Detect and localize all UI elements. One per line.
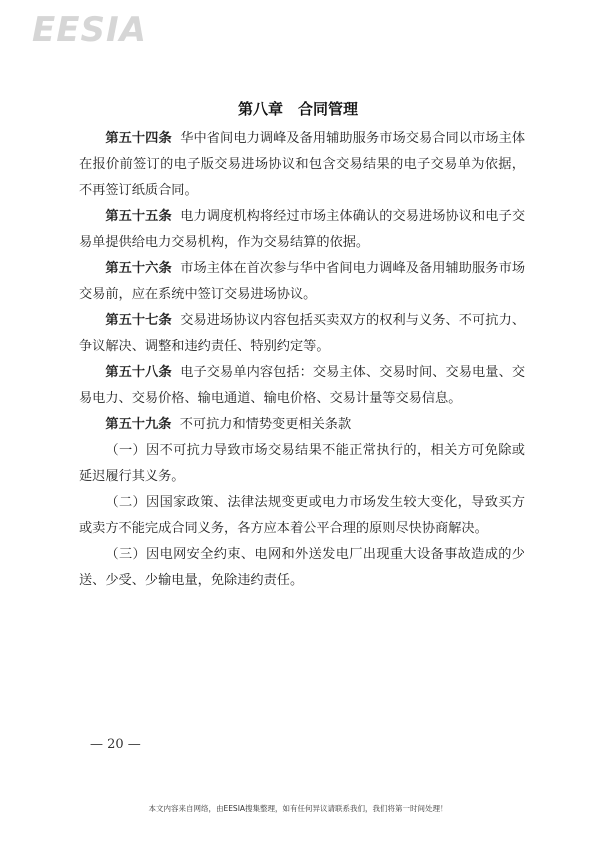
article-number: 第五十八条: [105, 365, 172, 380]
article-number: 第五十六条: [105, 261, 172, 276]
clause-1: [79, 438, 525, 490]
eesia-logo: EESIA: [32, 10, 147, 50]
clause-3: [79, 542, 525, 594]
article-57: [79, 308, 525, 360]
article-55: [79, 204, 525, 256]
article-text: 电力调度机构将经过市场主体确认的交易进场协议和电子交易单提供给电力交易机构，作为交易结算的依据。: [79, 209, 526, 250]
document-body: [79, 126, 525, 594]
article-56: [79, 256, 525, 308]
article-text: 交易进场协议内容包括买卖双方的权利与义务、不可抗力、争议解决、调整和违约责任、特别约定等。: [79, 313, 526, 354]
article-54: [79, 126, 525, 204]
article-text: 市场主体在首次参与华中省间电力调峰及备用辅助服务市场交易前，应在系统中签订交易进场协议。: [79, 261, 526, 302]
footer-disclaimer: 本文内容来自网络，由EESIA搜集整理，如有任何异议请联系我们，我们将第一时间处理！: [148, 804, 448, 813]
article-58: [79, 360, 525, 412]
article-number: 第五十七条: [105, 313, 172, 328]
article-text: 华中省间电力调峰及备用辅助服务市场交易合同以市场主体在报价前签订的电子版交易进场协议和包含交易结果的电子交易单为依据，不再签订纸质合同。: [79, 131, 526, 198]
chapter-title: 第八章 合同管理: [237, 100, 358, 118]
clause-text: （二）因国家政策、法律法规变更或电力市场发生较大变化，导致买方或卖方不能完成合同义务，各方应本着公平合理的原则尽快协商解决。: [79, 495, 525, 536]
article-text: 不可抗力和情势变更相关条款: [179, 417, 352, 432]
page-number: — 20 —: [90, 737, 141, 752]
article-59: [79, 412, 525, 438]
article-number: 第五十九条: [105, 417, 172, 432]
article-number: 第五十四条: [105, 131, 172, 146]
clause-text: （三）因电网安全约束、电网和外送发电厂出现重大设备事故造成的少送、少受、少输电量，免除违约责任。: [79, 547, 525, 588]
clause-text: （一）因不可抗力导致市场交易结果不能正常执行的，相关方可免除或延迟履行其义务。: [79, 443, 525, 484]
clause-2: [79, 490, 525, 542]
article-number: 第五十五条: [105, 209, 172, 224]
article-text: 电子交易单内容包括：交易主体、交易时间、交易电量、交易电力、交易价格、输电通道、输电价格、交易计量等交易信息。: [79, 365, 526, 406]
